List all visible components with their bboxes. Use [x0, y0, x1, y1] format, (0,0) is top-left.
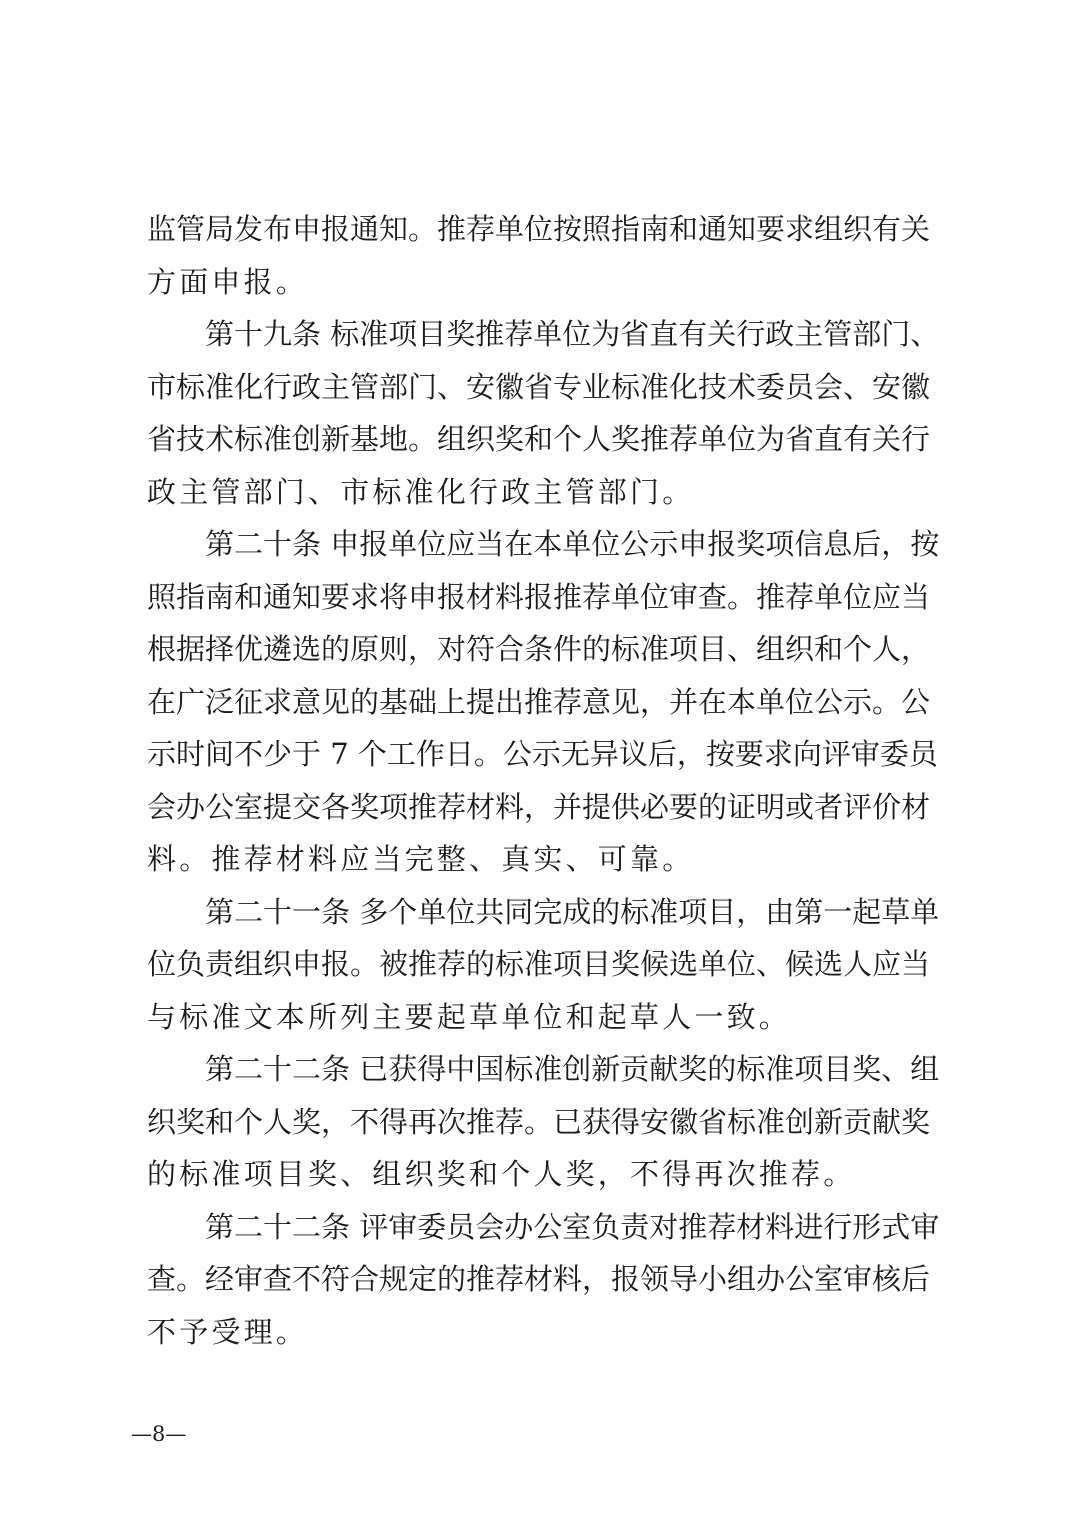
text-line: 市标准化行政主管部门、安徽省专业标准化技术委员会、安徽 [147, 369, 931, 404]
text-line: 在广泛征求意见的基础上提出推荐意见，并在本单位公示。公 [147, 684, 931, 719]
text-line: 第二十二条 已获得中国标准创新贡献奖的标准项目奖、组 [205, 1052, 940, 1086]
text-line: 料。推荐材料应当完整、真实、可靠。 [147, 842, 695, 876]
text-line: 第二十条 申报单位应当在本单位公示申报奖项信息后，按 [205, 527, 940, 561]
text-line: 第二十一条 多个单位共同完成的标准项目，由第一起草单 [205, 894, 940, 929]
article-22 [147, 1043, 940, 1201]
text-line: 查。经审查不符合规定的推荐材料，报领导小组办公室审核后 [147, 1262, 931, 1296]
text-line: 示时间不少于 7 个工作日。公示无异议后，按要求向评审委员 [147, 737, 938, 771]
text-line: 省技术标准创新基地。组织奖和个人奖推荐单位为省直有关行 [147, 422, 931, 456]
text-line: 会办公室提交各奖项推荐材料，并提供必要的证明或者评价材 [147, 789, 931, 824]
text-line: 监管局发布申报通知。推荐单位按照指南和通知要求组织有关 [147, 212, 931, 246]
paragraph [147, 203, 940, 308]
page-number: —8— [131, 1422, 187, 1446]
article-21 [147, 886, 940, 1044]
article-20 [147, 518, 940, 886]
text-line: 织奖和个人奖，不得再次推荐。已获得安徽省标准创新贡献奖 [147, 1104, 931, 1139]
text-line: 方面申报。 [147, 264, 309, 299]
text-line: 不予受理。 [147, 1314, 309, 1349]
text-line: 根据择优遴选的原则，对符合条件的标准项目、组织和个人， [147, 632, 931, 666]
text-line: 第二十二条 评审委员会办公室负责对推荐材料进行形式审 [205, 1209, 940, 1244]
article-22-review [147, 1201, 940, 1359]
text-line: 第十九条 标准项目奖推荐单位为省直有关行政主管部门、 [205, 317, 940, 351]
text-line: 的标准项目奖、组织奖和个人奖，不得再次推荐。 [147, 1157, 856, 1191]
text-line: 照指南和通知要求将申报材料报推荐单位审查。推荐单位应当 [147, 579, 931, 614]
text-line: 与标准文本所列主要起草单位和起草人一致。 [147, 999, 792, 1034]
text-line: 位负责组织申报。被推荐的标准项目奖候选单位、候选人应当 [147, 947, 931, 981]
text-line: 政主管部门、市标准化行政主管部门。 [147, 474, 695, 509]
article-19 [147, 308, 940, 518]
document-body [147, 203, 940, 1358]
